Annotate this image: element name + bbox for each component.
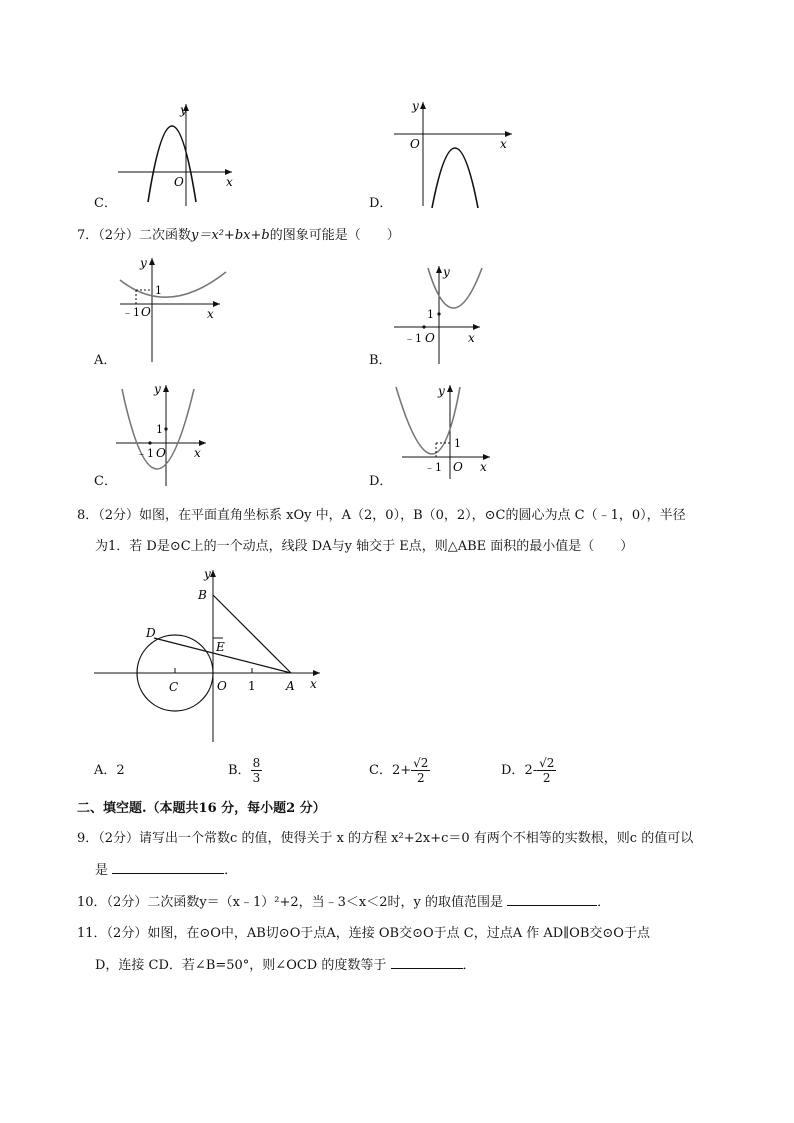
q11-line2: D，连接 CD．若∠B=50°，则∠OCD 的度数等于 ． bbox=[95, 958, 476, 973]
q6-d-graph bbox=[390, 98, 550, 213]
q10-line: 10．（2分）二次函数y＝（x﹣1）²+2，当﹣3＜x＜2时，y 的取值范围是 ． bbox=[77, 895, 611, 910]
q6-option-d-label: D． bbox=[369, 196, 393, 211]
q7-option-b-label: B． bbox=[369, 353, 392, 368]
q7-stem bbox=[77, 227, 400, 245]
q7c-x-label: x bbox=[194, 446, 201, 460]
q7-stem-suffix: 的图象可能是（ ） bbox=[269, 228, 400, 243]
q8-point-a: A bbox=[286, 679, 295, 693]
q6-option-d bbox=[390, 98, 550, 213]
q7-equation: y＝x²+bx+b bbox=[191, 228, 270, 243]
q8-point-e: E bbox=[216, 640, 225, 654]
q7-option-d-graph bbox=[392, 381, 502, 481]
q8-y-label: y bbox=[204, 567, 211, 581]
q11-line1: 11．（2分）如图，在⊙O中，AB切⊙O于点A，连接 OB交⊙O于点 C，过点A 作 AD∥OB交⊙O于点 bbox=[77, 926, 650, 941]
q9-line1: 9．（2分）请写出一个常数c 的值，使得关于 x 的方程 x²+2x+c＝0 有两个不相等的实数根，则c 的值可以 bbox=[77, 831, 694, 846]
q7c-one-label: 1 bbox=[156, 423, 163, 436]
q11-answer-blank[interactable] bbox=[391, 956, 463, 969]
q7a-x-label: x bbox=[207, 307, 214, 321]
q6d-origin-label: O bbox=[410, 137, 420, 151]
q7-option-b-graph bbox=[390, 262, 500, 367]
q8-option-d-fraction: $\frac{√2}{2}$ bbox=[539, 756, 555, 785]
q9-answer-blank[interactable] bbox=[112, 861, 224, 874]
section-2-heading: 二、填空题.（本题共16 分，每小题2 分） bbox=[77, 801, 326, 816]
q6c-x-label: x bbox=[226, 175, 233, 189]
q8-stem-line2: 为1．若 D是⊙C上的一个动点，线段 DA与y 轴交于 E点，则△ABE 面积的最小值是（ ） bbox=[95, 539, 634, 554]
q7a-origin-label: O bbox=[141, 305, 151, 319]
q7-stem-prefix: 7．（2分）二次函数 bbox=[77, 228, 192, 243]
q8-point-b: B bbox=[198, 588, 207, 602]
q8-point-d: D bbox=[146, 626, 156, 640]
q6c-origin-label: O bbox=[174, 175, 184, 189]
q7c-y-label: y bbox=[154, 382, 161, 396]
q7d-neg-one-label: ﹣1 bbox=[424, 461, 442, 474]
q8-option-d-label: D． bbox=[501, 763, 525, 778]
q8-option-b-label: B． bbox=[228, 763, 251, 778]
q8-option-c-fraction: $\frac{√2}{2}$ bbox=[413, 756, 429, 785]
q7d-one-label: 1 bbox=[454, 437, 461, 450]
q7a-neg-one-label: ﹣1 bbox=[122, 306, 140, 319]
q7-option-d-label: D． bbox=[369, 474, 393, 489]
q7b-y-label: y bbox=[443, 265, 450, 279]
q7-option-c-label: C． bbox=[94, 474, 117, 489]
q7a-y-label: y bbox=[140, 256, 147, 270]
q7d-x-label: x bbox=[480, 460, 487, 474]
q7b-origin-label: O bbox=[425, 331, 435, 345]
q8-stem-line1: 8．（2分）如图，在平面直角坐标系 xOy 中，A（2，0），B（0，2），⊙C的圆心为点 C（﹣1，0），半径 bbox=[77, 508, 686, 523]
q7-option-a-graph bbox=[110, 252, 240, 367]
q8-option-a: A．2 bbox=[94, 763, 125, 778]
q7-option-a-label: A． bbox=[94, 353, 117, 368]
q8-option-c: C．2+ $\frac{√2}{2}$ bbox=[369, 756, 429, 785]
q7b-x-label: x bbox=[468, 331, 475, 345]
q7b-neg-one-label: ﹣1 bbox=[404, 332, 422, 345]
q8-figure bbox=[90, 562, 330, 747]
q8-one: 1 bbox=[248, 679, 256, 693]
q8-origin: O bbox=[217, 679, 227, 693]
q6-option-c-label: C． bbox=[94, 196, 117, 211]
q8-option-b bbox=[228, 753, 262, 789]
q8-option-c-label: C． bbox=[369, 763, 392, 778]
q8-option-b-fraction: $\frac{8}{3}$ bbox=[252, 756, 261, 785]
q10-answer-blank[interactable] bbox=[507, 893, 597, 906]
q7c-neg-one-label: ﹣1 bbox=[136, 447, 154, 460]
q7b-one-label: 1 bbox=[427, 308, 434, 321]
q7d-y-label: y bbox=[438, 384, 445, 398]
q7c-origin-label: O bbox=[156, 446, 166, 460]
q6c-y-label: y bbox=[180, 103, 187, 117]
q8-option-d: D．2- $\frac{√2}{2}$ bbox=[501, 756, 555, 785]
q9-line2: 是 ． bbox=[95, 863, 238, 878]
q7-option-c-graph bbox=[112, 381, 222, 489]
q7a-one-label: 1 bbox=[155, 284, 162, 297]
q8-point-c: C bbox=[169, 680, 179, 694]
q8-x-label: x bbox=[310, 677, 317, 691]
q7d-origin-label: O bbox=[453, 460, 463, 474]
q6d-x-label: x bbox=[500, 137, 507, 151]
q6d-y-label: y bbox=[412, 99, 419, 113]
